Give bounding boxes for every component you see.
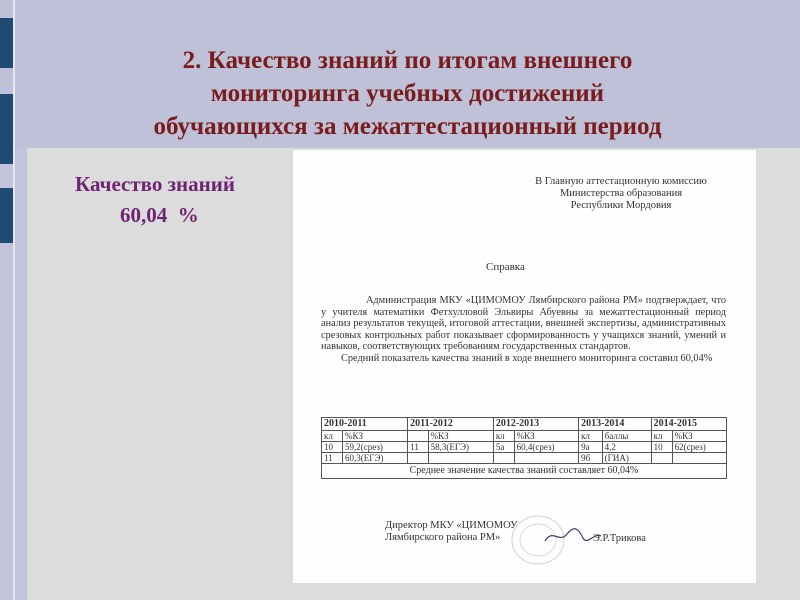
table-cell: 60,3(ЕГЭ) (343, 453, 408, 464)
table-cell: 10 (651, 442, 672, 453)
year-cell: 2010-2011 (322, 418, 408, 431)
table-cell: 58,3(ЕГЭ) (428, 442, 493, 453)
table-cell: 11 (408, 442, 429, 453)
table-cell: 5а (493, 442, 514, 453)
table-row (322, 442, 727, 453)
document-body (321, 295, 726, 364)
slide-title (40, 44, 775, 143)
body-paragraph: Средний показатель качества знаний в ходе внешнего мониторинга составил 60,04% (341, 352, 713, 364)
addressee-block (511, 176, 731, 212)
table-cell (514, 453, 578, 464)
title-line: 2. Качество знаний по итогам внешнего (182, 47, 633, 74)
year-cell: 2013-2014 (579, 418, 652, 431)
table-cell: баллы (602, 431, 651, 442)
addressee-line: В Главную аттестационную комиссию (535, 176, 707, 187)
title-line: мониторинга учебных достижений (210, 80, 605, 107)
addressee-line: Министерства образования (559, 188, 683, 199)
signer-line: Лямбирского района РМ» (385, 532, 501, 543)
table-cell (428, 453, 493, 464)
table-cell: 9а (579, 442, 603, 453)
table-cell: %КЗ (672, 431, 726, 442)
quality-value: 60,04 % (120, 203, 199, 227)
signer-block (385, 520, 518, 544)
table-cell (408, 453, 429, 464)
table-cell: %КЗ (343, 431, 408, 442)
year-cell: 2012-2013 (493, 418, 578, 431)
edge-marker (0, 94, 13, 164)
edge-marker (0, 18, 13, 68)
table-cell: 60,4(срез) (514, 442, 578, 453)
table-cell: кл (322, 431, 343, 442)
table-cell: кл (579, 431, 603, 442)
table-cell: %КЗ (514, 431, 578, 442)
table-cell (651, 453, 672, 464)
year-cell: 2011-2012 (408, 418, 494, 431)
table-cell: 10 (322, 442, 343, 453)
table-cell: 59,2(срез) (343, 442, 408, 453)
table-cell: 4,2 (602, 442, 651, 453)
table-cell (408, 431, 429, 442)
table-row (322, 453, 727, 464)
table-cell: кл (651, 431, 672, 442)
table-cell (672, 453, 726, 464)
table-cell: (ГИА) (602, 453, 651, 464)
edge-strip (13, 0, 15, 600)
table-cell: %КЗ (428, 431, 493, 442)
signer-line: Директор МКУ «ЦИМОМОУ (385, 520, 518, 531)
average-cell: Среднее значение качества знаний составляет 60,04% (322, 464, 727, 479)
table-cell: кл (493, 431, 514, 442)
title-line: обучающихся за межаттестационный период (153, 113, 662, 140)
signer-name: Э.Р.Трикова (593, 533, 646, 544)
document-heading: Справка (486, 261, 525, 273)
quality-label: Качество знаний (75, 172, 235, 196)
body-paragraph: Администрация МКУ «ЦИМОМОУ Лямбирского района РМ» подтверждает, что у учителя математики Фетхулловой Эльвиры Абуевны за межаттестационный период анализ результатов текущей, итоговой аттестации, внешней экспертизы, административных срезовых контрольных работ показывает сформированность у учащихся знаний, умений и навыков, соответствующих требованиям государственных стандартов. (321, 295, 726, 352)
table-cell: 9б (579, 453, 603, 464)
grades-table (321, 417, 727, 479)
addressee-line: Республики Мордовия (570, 200, 672, 211)
table-cell: 62(срез) (672, 442, 726, 453)
table-row (322, 418, 727, 431)
table-row (322, 464, 727, 479)
year-cell: 2014-2015 (651, 418, 726, 431)
table-row (322, 431, 727, 442)
table-cell (493, 453, 514, 464)
table-cell: 11 (322, 453, 343, 464)
edge-marker (0, 188, 13, 243)
scanned-document (293, 150, 756, 583)
